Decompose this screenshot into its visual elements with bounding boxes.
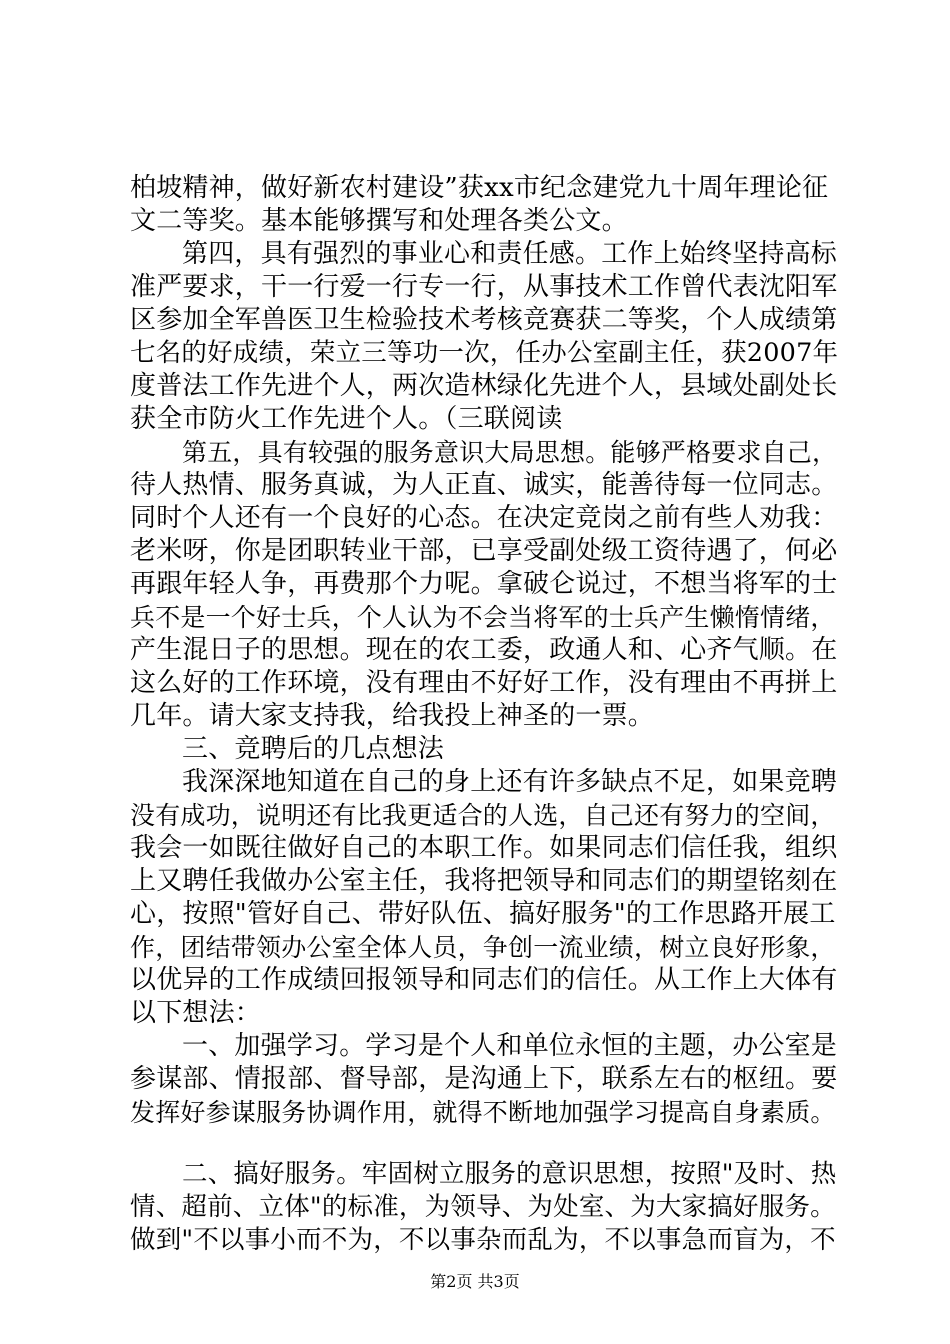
text-line: 度普法工作先进个人，两次造林绿化先进个人，县域处副处长 — [130, 371, 838, 401]
text-line: 做到"不以事小而不为，不以事杂而乱为，不以事急而盲为，不 — [130, 1225, 836, 1255]
text-line: 区参加全军兽医卫生检验技术考核竞赛获二等奖，个人成绩第 — [130, 305, 838, 335]
text-line: 上又聘任我做办公室主任，我将把领导和同志们的期望铭刻在 — [130, 866, 838, 896]
paragraph-first-line: 第四，具有强烈的事业心和责任感。工作上始终坚持高标 — [182, 239, 838, 269]
text-line: 作，团结带领办公室全体人员，争创一流业绩，树立良好形象， — [130, 933, 836, 962]
paragraph-first-line: 二、搞好服务。牢固树立服务的意识思想，按照"及时、热 — [182, 1159, 837, 1189]
text-line: 没有成功，说明还有比我更适合的人选，自己还有努力的空间， — [130, 801, 836, 830]
section-heading: 三、竞聘后的几点想法 — [182, 734, 445, 764]
text-line: 文二等奖。基本能够撰写和处理各类公文。 — [130, 206, 628, 236]
paragraph-first-line: 一、加强学习。学习是个人和单位永恒的主题，办公室是 — [182, 1031, 838, 1061]
text-line: 准严要求，干一行爱一行专一行，从事技术工作曾代表沈阳军 — [130, 272, 838, 302]
text-line: 参谋部、情报部、督导部，是沟通上下，联系左右的枢纽。要 — [130, 1064, 838, 1094]
text-line: 待人热情、服务真诚，为人正直、诚实，能善待每一位同志。 — [130, 470, 838, 500]
text-line: 七名的好成绩，荣立三等功一次，任办公室副主任，获2007年 — [130, 338, 839, 368]
text-line: 再跟年轻人争，再费那个力呢。拿破仑说过，不想当将军的士 — [130, 569, 838, 599]
paragraph-first-line: 我深深地知道在自己的身上还有许多缺点不足，如果竞聘 — [182, 767, 838, 797]
text-line: 发挥好参谋服务协调作用，就得不断地加强学习提高自身素质。 — [130, 1098, 836, 1127]
text-line: 获全市防火工作先进个人。（三联阅读 — [130, 404, 563, 434]
text-line: 产生混日子的思想。现在的农工委，政通人和、心齐气顺。在 — [130, 635, 838, 665]
text-line: 以下想法： — [130, 998, 262, 1028]
text-line: 心，按照"管好自己、带好队伍、搞好服务"的工作思路开展工 — [130, 899, 836, 929]
text-line: 我会一如既往做好自己的本职工作。如果同志们信任我，组织 — [130, 833, 838, 863]
text-line: 老米呀，你是团职转业干部，已享受副处级工资待遇了，何必 — [130, 536, 838, 566]
text-line: 柏坡精神，做好新农村建设”获xx市纪念建党九十周年理论征 — [130, 173, 829, 203]
page-number-footer: 第2页 共3页 — [430, 1272, 520, 1291]
text-line: 同时个人还有一个良好的心态。在决定竞岗之前有些人劝我： — [130, 503, 838, 533]
text-line: 兵不是一个好士兵，个人认为不会当将军的士兵产生懒惰情绪， — [130, 603, 836, 632]
paragraph-first-line: 第五，具有较强的服务意识大局思想。能够严格要求自己， — [182, 438, 838, 467]
text-line: 几年。请大家支持我，给我投上神圣的一票。 — [130, 701, 655, 731]
text-line: 以优异的工作成绩回报领导和同志们的信任。从工作上大体有 — [130, 965, 838, 995]
text-line: 这么好的工作环境，没有理由不好好工作，没有理由不再拼上 — [130, 668, 838, 698]
text-line: 情、超前、立体"的标准，为领导、为处室、为大家搞好服务。 — [130, 1192, 836, 1222]
